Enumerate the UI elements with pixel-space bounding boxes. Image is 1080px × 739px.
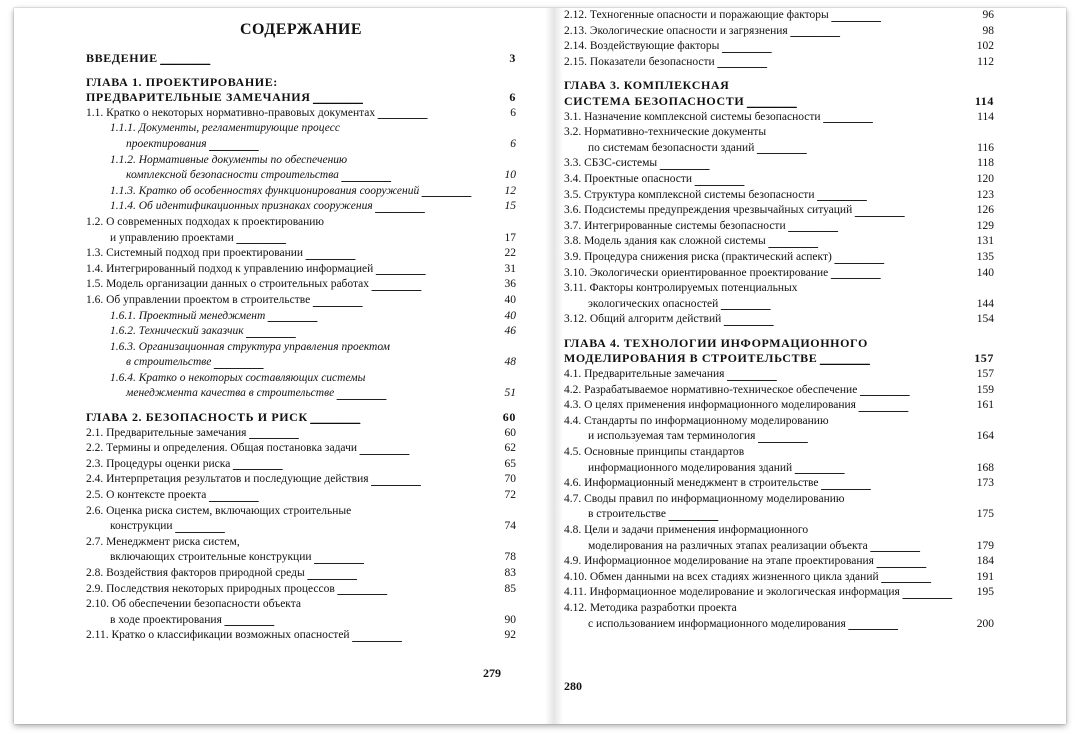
toc-entry-page: 118 (975, 156, 994, 172)
toc-chapter-entry (564, 94, 994, 110)
toc-entry (86, 215, 516, 231)
toc-entry-title: 4.10. Обмен данными на всех стадиях жизненного цикла зданий (564, 570, 881, 586)
toc-entry-title: 1.6.3. Организационная структура управления проектом (110, 340, 391, 353)
toc-entry (564, 297, 994, 313)
toc-entry (86, 106, 516, 122)
toc-dot-leader (816, 191, 974, 203)
toc-entry (564, 570, 994, 586)
toc-entry-page: 6 (509, 90, 516, 105)
toc-entry (86, 340, 516, 356)
toc-entry-page: 191 (975, 570, 994, 586)
toc-entry-page: 129 (975, 219, 994, 235)
toc-entry-title: и управлению проектами (110, 231, 236, 247)
toc-dot-leader (305, 250, 502, 262)
toc-entry-title: 4.1. Предварительные замечания (564, 367, 726, 383)
toc-entry (86, 386, 516, 402)
toc-entry-page: 15 (503, 199, 517, 215)
toc-entry-page: 96 (981, 8, 995, 24)
toc-entry-title: 1.1.3. Кратко об особенностях функционирования сооружений (110, 184, 421, 200)
toc-entry-page: 184 (975, 554, 994, 570)
toc-entry (564, 601, 994, 617)
toc-entry (86, 199, 516, 215)
toc-dot-leader (307, 570, 503, 582)
toc-entry-title: ГЛАВА 1. ПРОЕКТИРОВАНИЕ: (86, 74, 278, 89)
toc-entry-title: 2.9. Последствия некоторых природных процессов (86, 582, 337, 598)
toc-entry-title: 2.13. Экологические опасности и загрязнения (564, 24, 790, 40)
toc-chapter-entry (86, 410, 516, 426)
toc-entry-title: 2.2. Термины и определения. Общая постановка задачи (86, 441, 359, 457)
toc-entry-title: 2.8. Воздействия факторов природной среды (86, 566, 307, 582)
toc-dot-leader (720, 300, 975, 312)
toc-entry (564, 8, 994, 24)
toc-dot-leader (371, 281, 502, 293)
toc-entry (86, 355, 516, 371)
toc-entry (564, 55, 994, 71)
toc-entry (86, 371, 516, 387)
toc-dot-leader (823, 113, 976, 125)
toc-entry-page: 17 (503, 231, 517, 247)
toc-entry (86, 168, 516, 184)
toc-entry-title: 1.4. Интегрированный подход к управлению информацией (86, 262, 375, 278)
toc-dot-leader (312, 94, 507, 106)
toc-entry (86, 519, 516, 535)
toc-entry (86, 121, 516, 137)
toc-entry (564, 523, 994, 539)
toc-entry-page: 6 (508, 106, 516, 122)
toc-entry (564, 203, 994, 219)
toc-dot-leader (746, 98, 973, 110)
toc-entry-page: 175 (975, 507, 994, 523)
toc-dot-leader (717, 58, 975, 70)
toc-chapter-entry (86, 51, 516, 67)
toc-dot-leader (881, 573, 975, 585)
toc-entry-title: 1.6. Об управлении проектом в строительстве (86, 293, 312, 309)
toc-entry-title: 3.3. СБЗС-системы (564, 156, 659, 172)
toc-entry (564, 476, 994, 492)
toc-dot-leader (352, 632, 503, 644)
toc-entry-page: 40 (503, 293, 517, 309)
toc-entry-page: 60 (503, 426, 517, 442)
toc-entry-page: 10 (503, 168, 517, 184)
toc-entry-page: 159 (975, 383, 994, 399)
toc-entry (564, 39, 994, 55)
toc-entry-page: 83 (503, 566, 517, 582)
toc-entry-title: 4.8. Цели и задачи применения информационного (564, 524, 809, 536)
toc-entry (564, 445, 994, 461)
toc-dot-leader (794, 464, 975, 476)
toc-entry-page: 179 (975, 539, 994, 555)
toc-entry-title: ПРЕДВАРИТЕЛЬНЫЕ ЗАМЕЧАНИЯ (86, 90, 311, 105)
toc-chapter-entry (86, 75, 516, 91)
toc-dot-leader (337, 585, 503, 597)
toc-entry-page: 36 (503, 277, 517, 293)
toc-entry-title: 4.7. Своды правил по информационному моделированию (564, 492, 845, 505)
toc-entry-title: с использованием информационного моделирования (588, 617, 848, 633)
toc-entry-page: 120 (975, 172, 994, 188)
toc-dot-leader (756, 144, 975, 156)
toc-entry (564, 617, 994, 633)
toc-entry (86, 613, 516, 629)
toc-entry-title: 3.8. Модель здания как сложной системы (564, 234, 768, 250)
toc-chapter-entry (86, 90, 516, 106)
toc-entry (86, 153, 516, 169)
toc-entry-title: 2.15. Показатели безопасности (564, 55, 717, 71)
section-gap (564, 328, 994, 336)
book-spread (14, 8, 1066, 724)
toc-entry (86, 277, 516, 293)
toc-dot-leader (175, 523, 503, 535)
toc-entry (564, 492, 994, 508)
toc-dot-leader (208, 492, 502, 504)
toc-entry (564, 266, 994, 282)
toc-entry-title: конструкции (110, 519, 175, 535)
toc-entry (86, 426, 516, 442)
toc-entry (564, 250, 994, 266)
toc-entry-page: 6 (508, 137, 516, 153)
toc-dot-leader (848, 620, 975, 632)
toc-entry-title: ГЛАВА 3. КОМПЛЕКСНАЯ (564, 78, 730, 93)
toc-entry (564, 367, 994, 383)
toc-dot-leader (870, 542, 975, 554)
toc-dot-leader (375, 265, 502, 277)
toc-dot-leader (723, 316, 974, 328)
toc-entry (564, 312, 994, 328)
toc-entry (86, 457, 516, 473)
toc-entry-title: 1.6.2. Технический заказчик (110, 324, 246, 340)
toc-entry-page: 157 (974, 351, 994, 366)
toc-entry-title: 1.6.4. Кратко о некоторых составляющих системы (110, 371, 366, 384)
toc-entry-title: 3.7. Интегрированные системы безопасности (564, 219, 788, 235)
toc-entry-page: 46 (503, 324, 517, 340)
toc-entry-page: 161 (975, 398, 994, 414)
toc-entry (86, 628, 516, 644)
section-gap (86, 67, 516, 75)
toc-chapter-entry (564, 351, 994, 367)
toc-entry-title: 3.2. Нормативно-технические документы (564, 126, 767, 139)
toc-entry (564, 110, 994, 126)
toc-entry-title: в строительстве (588, 507, 668, 523)
toc-entry (86, 309, 516, 325)
toc-entry-title: 3.10. Экологически ориентированное проектирование (564, 266, 830, 282)
toc-dot-leader (668, 511, 975, 523)
toc-entry-title: 2.10. Об обеспечении безопасности объекта (86, 598, 302, 611)
toc-entry-page: 168 (975, 461, 994, 477)
toc-entry-page: 90 (503, 613, 517, 629)
toc-entry-title: 2.5. О контексте проекта (86, 488, 208, 504)
toc-entry-page: 195 (975, 585, 994, 601)
toc-entry-title: включающих строительные конструкции (110, 550, 314, 566)
toc-entry-title: 1.1.4. Об идентификационных признаках сооружения (110, 199, 375, 215)
left-page (86, 8, 516, 644)
toc-dot-leader (213, 359, 502, 371)
toc-entry-title: ГЛАВА 2. БЕЗОПАСНОСТЬ И РИСК (86, 410, 308, 425)
toc-dot-leader (876, 558, 975, 570)
toc-entry-page: 173 (975, 476, 994, 492)
toc-dot-leader (232, 460, 502, 472)
page-number-right: 280 (564, 679, 582, 693)
toc-entry-page: 116 (975, 141, 994, 157)
toc-entry (564, 188, 994, 204)
toc-entry-page: 154 (975, 312, 994, 328)
toc-dot-leader (854, 207, 975, 219)
toc-dot-leader (375, 203, 503, 215)
toc-entry-page: 3 (509, 51, 516, 65)
toc-dot-leader (421, 187, 502, 199)
toc-entry-page: 131 (975, 234, 994, 250)
toc-entry-page: 85 (503, 582, 517, 598)
toc-entry (564, 24, 994, 40)
toc-dot-leader (830, 269, 974, 281)
toc-dot-leader (371, 476, 503, 488)
toc-entry (86, 535, 516, 551)
toc-entry (86, 504, 516, 520)
toc-entry (564, 398, 994, 414)
toc-entry-page: 40 (503, 309, 517, 325)
toc-entry-title: 1.6.1. Проектный менеджмент (110, 309, 267, 325)
toc-entry-page: 98 (981, 24, 995, 40)
toc-entry-title: 4.6. Информационный менеджмент в строительстве (564, 476, 820, 492)
toc-entry (564, 281, 994, 297)
toc-dot-leader (757, 433, 974, 445)
toc-entry (86, 597, 516, 613)
toc-entry-page: 114 (974, 93, 994, 108)
toc-dot-leader (246, 328, 503, 340)
book-gutter (545, 8, 563, 724)
toc-entry (86, 550, 516, 566)
toc-entry (564, 554, 994, 570)
toc-entry-title: информационного моделирования зданий (588, 461, 794, 477)
toc-entry (86, 293, 516, 309)
toc-dot-leader (336, 390, 502, 402)
toc-entry (86, 488, 516, 504)
toc-entry-page: 140 (975, 266, 994, 282)
toc-entry (564, 507, 994, 523)
toc-dot-leader (721, 43, 974, 55)
toc-entry-title: 4.4. Стандарты по информационному моделированию (564, 414, 829, 427)
toc-entry-title: 4.3. О целях применения информационного моделирования (564, 398, 858, 414)
toc-entry (86, 324, 516, 340)
toc-entry-page: 74 (503, 519, 517, 535)
toc-entry-page: 123 (975, 188, 994, 204)
toc-dot-leader (788, 222, 975, 234)
toc-entry-page: 102 (975, 39, 994, 55)
toc-list-right (564, 8, 994, 632)
toc-entry-title: 2.3. Процедуры оценки риска (86, 457, 232, 473)
toc-entry-page: 200 (975, 617, 994, 633)
toc-entry (86, 246, 516, 262)
toc-entry-page: 78 (503, 550, 517, 566)
toc-entry-page: 62 (503, 441, 517, 457)
toc-entry-title: 2.7. Менеджмент риска систем, (86, 535, 240, 548)
toc-dot-leader (160, 55, 508, 67)
toc-entry-title: моделирования на различных этапах реализации объекта (588, 539, 870, 555)
toc-entry-page: 65 (503, 457, 517, 473)
toc-chapter-entry (564, 78, 994, 94)
toc-entry (86, 231, 516, 247)
toc-dot-leader (834, 254, 975, 266)
toc-entry-page: 157 (975, 367, 994, 383)
toc-entry-title: в ходе проектирования (110, 613, 224, 629)
toc-entry-title: 1.1. Кратко о некоторых нормативно-правовых документах (86, 106, 377, 122)
toc-dot-leader (694, 176, 975, 188)
section-gap (564, 70, 994, 78)
toc-dot-leader (820, 480, 974, 492)
toc-entry-title: 1.3. Системный подход при проектировании (86, 246, 305, 262)
toc-entry-title: 3.12. Общий алгоритм действий (564, 312, 723, 328)
toc-entry (86, 184, 516, 200)
toc-entry-page: 135 (975, 250, 994, 266)
toc-dot-leader (312, 297, 502, 309)
toc-entry (564, 461, 994, 477)
toc-entry-title: и используемая там терминология (588, 429, 757, 445)
toc-dot-leader (341, 172, 503, 184)
toc-entry-page: 114 (975, 110, 994, 126)
toc-dot-leader (831, 12, 981, 24)
toc-entry-page: 164 (975, 429, 994, 445)
toc-dot-leader (726, 371, 974, 383)
toc-entry-title: 1.1.1. Документы, регламентирующие процесс (110, 122, 340, 135)
toc-entry-page: 112 (975, 55, 994, 71)
toc-entry-title: 1.1.2. Нормативные документы по обеспечению (110, 153, 348, 166)
toc-entry-page: 60 (502, 410, 516, 425)
toc-entry-title: экологических опасностей (588, 297, 720, 313)
toc-entry-title: 3.6. Подсистемы предупреждения чрезвычайных ситуаций (564, 203, 854, 219)
toc-entry-title: 4.5. Основные принципы стандартов (564, 446, 745, 459)
toc-entry (86, 566, 516, 582)
toc-dot-leader (359, 445, 502, 457)
toc-entry-title: ГЛАВА 4. ТЕХНОЛОГИИ ИНФОРМАЦИОННОГО (564, 335, 868, 350)
toc-entry-title: 3.9. Процедура снижения риска (практический аспект) (564, 250, 834, 266)
toc-entry-title: 4.2. Разрабатываемое нормативно-техническое обеспечение (564, 383, 859, 399)
page-title: СОДЕРЖАНИЕ (239, 21, 363, 38)
toc-entry-title: 4.11. Информационное моделирование и экологическая информация (564, 585, 902, 601)
toc-entry (564, 141, 994, 157)
toc-entry-title: 2.1. Предварительные замечания (86, 426, 248, 442)
toc-entry-title: по системам безопасности зданий (588, 141, 756, 157)
toc-entry-page: 48 (503, 355, 517, 371)
toc-entry (86, 472, 516, 488)
toc-entry-title: в строительстве (126, 355, 213, 371)
toc-dot-leader (314, 554, 503, 566)
toc-entry-title: 2.4. Интерпретация результатов и последующие действия (86, 472, 371, 488)
toc-entry-page: 31 (503, 262, 517, 278)
toc-dot-leader (224, 616, 503, 628)
toc-entry-title: 3.1. Назначение комплексной системы безопасности (564, 110, 823, 126)
toc-dot-leader (209, 141, 509, 153)
toc-dot-leader (819, 355, 972, 367)
toc-entry (86, 262, 516, 278)
toc-entry (564, 383, 994, 399)
toc-entry-title: 1.2. О современных подходах к проектированию (86, 215, 324, 228)
toc-entry (564, 414, 994, 430)
toc-dot-leader (859, 386, 974, 398)
toc-entry (564, 125, 994, 141)
toc-entry-page: 12 (503, 184, 517, 200)
toc-dot-leader (790, 27, 981, 39)
toc-entry-page: 51 (503, 386, 517, 402)
toc-entry (564, 219, 994, 235)
toc-entry (564, 156, 994, 172)
toc-entry-title: ВВЕДЕНИЕ (86, 51, 158, 65)
toc-chapter-entry (564, 336, 994, 352)
toc-dot-leader (858, 402, 975, 414)
toc-entry-title: 2.14. Воздействующие факторы (564, 39, 721, 55)
toc-dot-leader (267, 312, 502, 324)
toc-entry (564, 234, 994, 250)
toc-entry-title: 3.11. Факторы контролируемых потенциальных (564, 282, 798, 295)
toc-entry-page: 70 (503, 472, 517, 488)
toc-entry-page: 144 (975, 297, 994, 313)
toc-entry-title: менеджмента качества в строительстве (126, 386, 336, 402)
toc-entry-title: 2.11. Кратко о классификации возможных опасностей (86, 628, 352, 644)
toc-dot-leader (236, 234, 503, 246)
toc-entry-page: 126 (975, 203, 994, 219)
toc-dot-leader (768, 238, 975, 250)
toc-entry (86, 441, 516, 457)
toc-entry-title: 4.9. Информационное моделирование на этапе проектирования (564, 554, 876, 570)
toc-list-left (86, 51, 516, 644)
section-gap (86, 402, 516, 410)
toc-entry-page: 92 (503, 628, 517, 644)
toc-dot-leader (377, 109, 508, 121)
toc-dot-leader (902, 589, 975, 601)
toc-entry-title: 3.5. Структура комплексной системы безопасности (564, 188, 816, 204)
toc-entry-title: комплексной безопасности строительства (126, 168, 341, 184)
toc-entry-page: 22 (503, 246, 517, 262)
toc-entry (564, 172, 994, 188)
toc-entry (564, 539, 994, 555)
toc-entry-title: 4.12. Методика разработки проекта (564, 601, 737, 614)
toc-dot-leader (659, 160, 975, 172)
toc-dot-leader (248, 429, 502, 441)
toc-entry (564, 429, 994, 445)
toc-entry (564, 585, 994, 601)
toc-entry-title: 2.12. Техногенные опасности и поражающие факторы (564, 8, 831, 24)
toc-entry (86, 582, 516, 598)
toc-dot-leader (310, 414, 501, 426)
right-page (564, 8, 994, 632)
toc-entry-title: 2.6. Оценка риска систем, включающих строительные (86, 504, 352, 517)
toc-entry-title: 3.4. Проектные опасности (564, 172, 694, 188)
toc-entry (86, 137, 516, 153)
toc-entry-page: 72 (503, 488, 517, 504)
toc-entry-title: МОДЕЛИРОВАНИЯ В СТРОИТЕЛЬСТВЕ (564, 351, 818, 366)
toc-entry-title: СИСТЕМА БЕЗОПАСНОСТИ (564, 93, 745, 108)
toc-entry-title: 1.5. Модель организации данных о строительных работах (86, 277, 371, 293)
toc-entry-title: проектирования (126, 137, 209, 153)
page-number-left: 279 (483, 666, 501, 680)
